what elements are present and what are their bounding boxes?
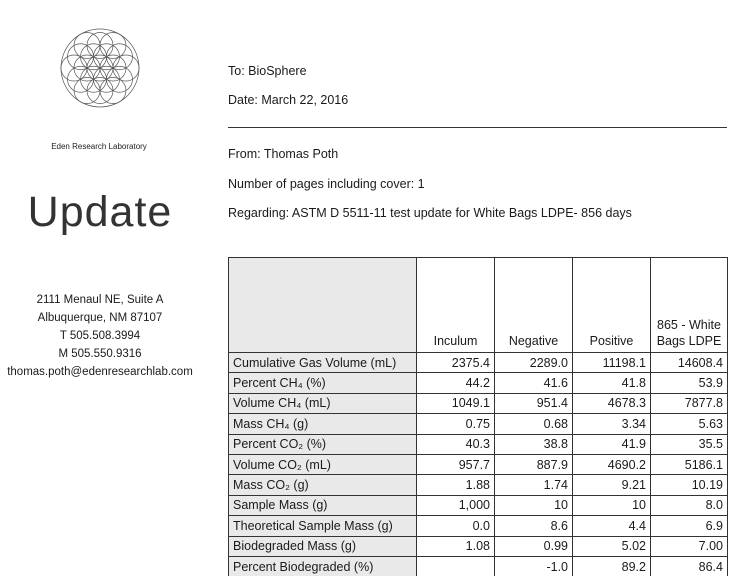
table-cell: 1049.1	[417, 393, 495, 413]
email: thomas.poth@edenresearchlab.com	[7, 366, 193, 378]
table-cell: 89.2	[573, 556, 651, 576]
table-header-row	[229, 258, 728, 353]
table-cell: 41.9	[573, 434, 651, 454]
column-header: Inculum	[417, 258, 495, 353]
table-cell: 4.4	[573, 516, 651, 536]
row-label: Cumulative Gas Volume (mL)	[229, 353, 417, 373]
table-cell: 5186.1	[651, 454, 728, 474]
table-cell: 44.2	[417, 373, 495, 393]
table-cell: 6.9	[651, 516, 728, 536]
row-label: Percent CO₂ (%)	[229, 434, 417, 454]
memo-to: To: BioSphere	[228, 64, 307, 78]
address-block	[0, 291, 200, 381]
row-label: Mass CO₂ (g)	[229, 475, 417, 495]
row-label: Biodegraded Mass (g)	[229, 536, 417, 556]
table-cell: 0.75	[417, 414, 495, 434]
divider	[228, 127, 727, 128]
table-corner	[229, 258, 417, 353]
lab-name: Eden Research Laboratory	[51, 142, 147, 151]
table-row	[229, 414, 728, 434]
row-label: Theoretical Sample Mass (g)	[229, 516, 417, 536]
table-cell: 9.21	[573, 475, 651, 495]
page-title: Update	[27, 188, 173, 236]
table-cell: 10	[495, 495, 573, 515]
row-label: Mass CH₄ (g)	[229, 414, 417, 434]
column-header: 865 - White Bags LDPE	[651, 258, 728, 353]
table-cell: 957.7	[417, 454, 495, 474]
row-label: Percent Biodegraded (%)	[229, 556, 417, 576]
phone-m: M 505.550.9316	[58, 348, 142, 360]
table-cell: 0.99	[495, 536, 573, 556]
row-label: Volume CH₄ (mL)	[229, 393, 417, 413]
table-row	[229, 556, 728, 576]
address-city: Albuquerque, NM 87107	[37, 312, 163, 324]
memo-pages: Number of pages including cover: 1	[228, 177, 425, 191]
table-row	[229, 373, 728, 393]
table-cell: 1,000	[417, 495, 495, 515]
table-cell: 0.0	[417, 516, 495, 536]
table-cell: 35.5	[651, 434, 728, 454]
table-cell: 2289.0	[495, 353, 573, 373]
table-cell	[417, 556, 495, 576]
table-row	[229, 516, 728, 536]
table-cell: 7877.8	[651, 393, 728, 413]
table-cell: 10.19	[651, 475, 728, 495]
table-cell: 86.4	[651, 556, 728, 576]
table-cell: 0.68	[495, 414, 573, 434]
table-row	[229, 353, 728, 373]
table-cell: 5.02	[573, 536, 651, 556]
table-cell: 4678.3	[573, 393, 651, 413]
table-cell: 887.9	[495, 454, 573, 474]
row-label: Sample Mass (g)	[229, 495, 417, 515]
table-cell: 8.6	[495, 516, 573, 536]
table-cell: 3.34	[573, 414, 651, 434]
row-label: Percent CH₄ (%)	[229, 373, 417, 393]
column-header: Positive	[573, 258, 651, 353]
table-cell: 5.63	[651, 414, 728, 434]
table-cell: 951.4	[495, 393, 573, 413]
table-cell: 1.08	[417, 536, 495, 556]
table-cell: 53.9	[651, 373, 728, 393]
table-cell: 11198.1	[573, 353, 651, 373]
table-cell: 7.00	[651, 536, 728, 556]
table-cell: 4690.2	[573, 454, 651, 474]
table-cell: 2375.4	[417, 353, 495, 373]
table-row	[229, 475, 728, 495]
table-cell: 41.6	[495, 373, 573, 393]
memo-regarding: Regarding: ASTM D 5511-11 test update for White Bags LDPE- 856 days	[228, 206, 632, 220]
memo-date: Date: March 22, 2016	[228, 93, 349, 107]
row-label: Volume CO₂ (mL)	[229, 454, 417, 474]
results-table	[228, 257, 728, 576]
table-cell: 14608.4	[651, 353, 728, 373]
flower-of-life-logo	[48, 12, 152, 132]
table-cell: 40.3	[417, 434, 495, 454]
table-cell: 41.8	[573, 373, 651, 393]
address-street: 2111 Menaul NE, Suite A	[36, 294, 164, 306]
table-cell: -1.0	[495, 556, 573, 576]
table-row	[229, 536, 728, 556]
column-header: Negative	[495, 258, 573, 353]
table-cell: 1.88	[417, 475, 495, 495]
table-cell: 1.74	[495, 475, 573, 495]
table-cell: 38.8	[495, 434, 573, 454]
memo-from: From: Thomas Poth	[228, 147, 339, 161]
phone-t: T 505.508.3994	[59, 330, 141, 342]
table-row	[229, 393, 728, 413]
table-row	[229, 495, 728, 515]
table-row	[229, 434, 728, 454]
table-cell: 8.0	[651, 495, 728, 515]
table-row	[229, 454, 728, 474]
table-cell: 10	[573, 495, 651, 515]
